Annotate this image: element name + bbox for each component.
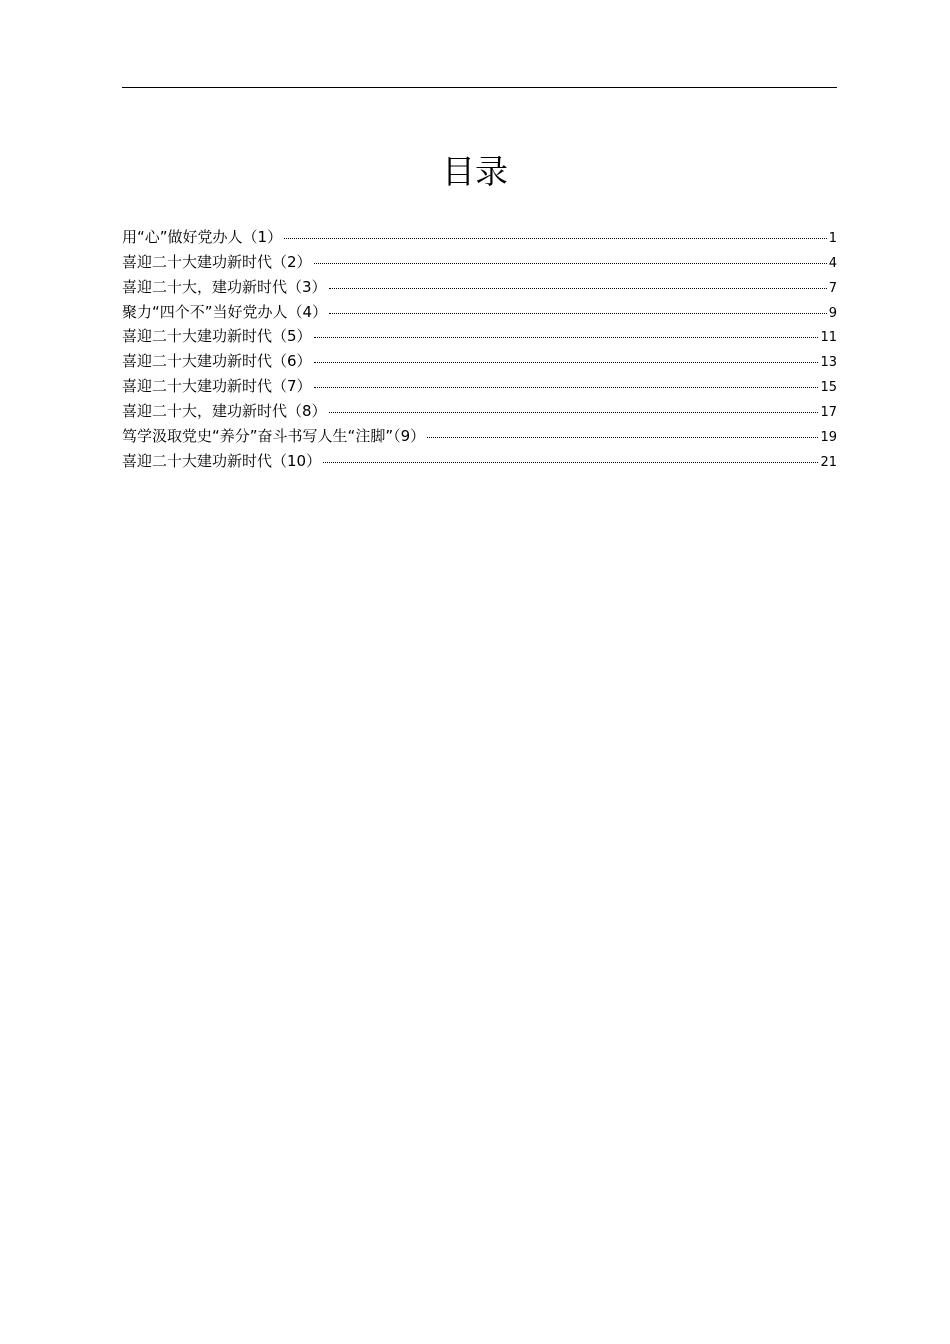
toc-page-number: 4	[828, 255, 837, 271]
toc-dot-leader	[329, 288, 827, 289]
toc-dot-leader	[314, 362, 819, 363]
toc-entry-title: 喜迎二十大建功新时代（2）	[122, 252, 312, 271]
toc-entry[interactable]	[122, 374, 837, 399]
toc-entry-title: 聚力“四个不”当好党办人（4）	[122, 302, 328, 321]
toc-page-number: 11	[820, 330, 837, 346]
toc-page-number: 9	[828, 305, 837, 321]
toc-entry[interactable]	[122, 275, 837, 300]
toc-entry[interactable]	[122, 324, 837, 349]
toc-entry-title: 喜迎二十大，建功新时代（8）	[122, 401, 327, 420]
table-of-contents	[122, 225, 837, 473]
page-title: 目录	[442, 152, 508, 191]
toc-entry-title: 喜迎二十大建功新时代（7）	[122, 377, 312, 396]
toc-entry[interactable]	[122, 424, 837, 449]
toc-entry-title: 用“心”做好党办人（1）	[122, 228, 283, 246]
toc-page-number: 21	[820, 454, 837, 470]
toc-page-number: 15	[820, 380, 837, 396]
toc-page-number: 7	[828, 280, 837, 296]
toc-dot-leader	[314, 263, 827, 264]
toc-entry[interactable]	[122, 250, 837, 275]
toc-entry[interactable]	[122, 300, 837, 325]
toc-entry[interactable]	[122, 399, 837, 424]
toc-entry-title: 喜迎二十大建功新时代（10）	[122, 451, 322, 470]
toc-dot-leader	[284, 238, 827, 239]
toc-dot-leader	[314, 387, 819, 388]
toc-dot-leader	[329, 412, 819, 413]
toc-page-number: 13	[820, 355, 837, 371]
toc-entry-title: 喜迎二十大建功新时代（6）	[122, 352, 312, 371]
toc-page-number: 19	[820, 429, 837, 445]
toc-entry[interactable]	[122, 449, 837, 474]
toc-entry[interactable]	[122, 349, 837, 374]
toc-entry-title: 喜迎二十大，建功新时代（3）	[122, 277, 327, 296]
toc-dot-leader	[329, 313, 827, 314]
toc-entry[interactable]	[122, 225, 837, 250]
toc-entry-title: 笃学汲取党史“养分”奋斗书写人生“注脚”（9）	[122, 426, 426, 445]
toc-dot-leader	[314, 337, 819, 338]
toc-dot-leader	[323, 462, 818, 463]
toc-entry-title: 喜迎二十大建功新时代（5）	[122, 327, 312, 346]
toc-page-number: 1	[828, 231, 837, 246]
toc-dot-leader	[427, 437, 818, 438]
header-rule	[122, 87, 837, 88]
toc-page-number: 17	[820, 404, 837, 420]
